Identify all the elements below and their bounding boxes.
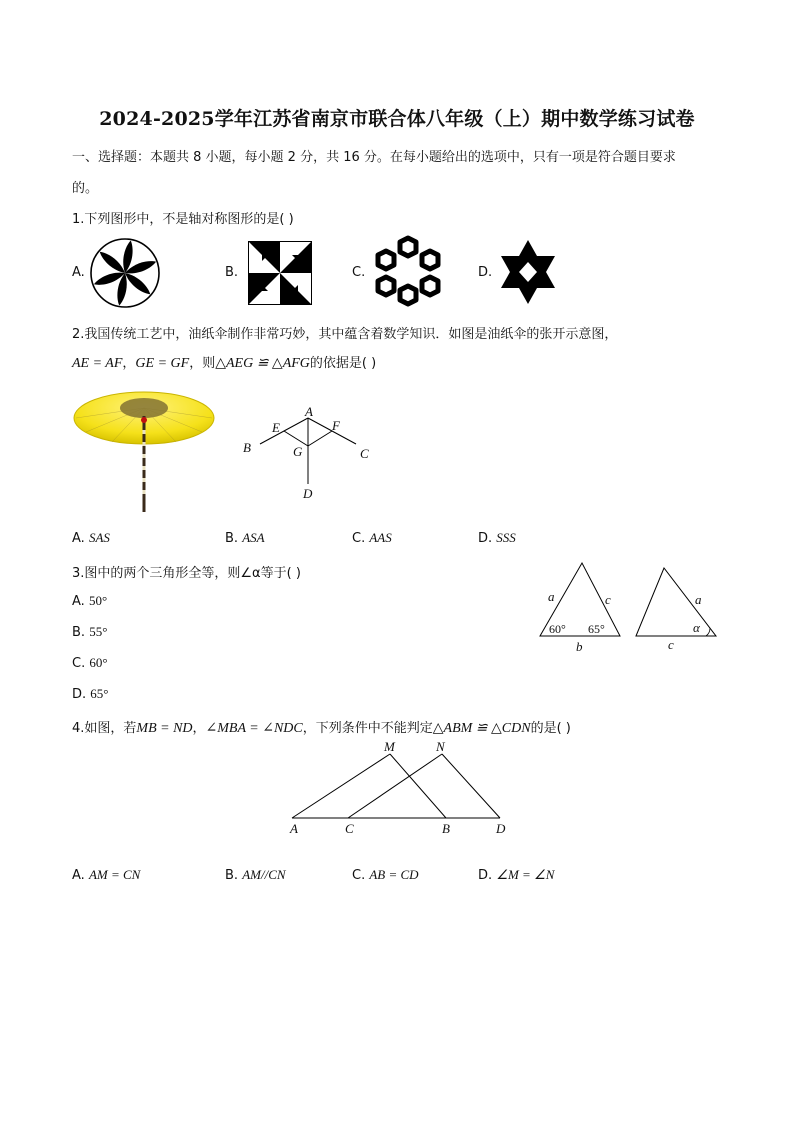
q4-option-d-letter: D. [478,868,493,883]
q4-cond-congruent: △ABM ≌ △CDN [432,721,531,736]
star-of-david-figure [497,238,559,306]
tri1-side-c: c [605,592,611,607]
q3-option-a-value: 50° [88,593,108,608]
q2-cond-end: 的依据是( ) [309,356,377,371]
page-title: 2024-2025学年江苏省南京市联合体八年级（上）期中数学练习试卷 [99,108,695,130]
tri2-side-c: c [668,637,674,652]
q4-option-d[interactable] [478,867,554,883]
q4-option-b-letter: B. [225,868,239,883]
q4-option-a[interactable] [72,867,140,883]
q4-option-c-letter: C. [352,868,366,883]
section-instructions-line1: 一、选择题：本题共 8 小题，每小题 2 分，共 16 分。在每小题给出的选项中，只有一项是符合题目要求 [72,150,676,165]
q3-option-b-value: 55° [89,624,108,639]
oil-paper-umbrella-image [72,386,218,514]
q4-label-c: C [345,821,354,836]
q2-option-a-value: SAS [88,530,110,545]
tri2-angle-alpha: α [693,620,700,635]
q2-cond-congruent: △AEG ≌ △AFG [215,356,310,371]
q2-label-a: A [305,404,313,419]
tri1-angle-60: 60° [549,622,566,636]
q2-option-c-letter: C. [352,531,366,546]
question-1-stem: 1.下列图形中，不是轴对称图形的是( ) [72,212,294,227]
tri1-angle-65: 65° [588,622,605,636]
question-2-stem: 2.我国传统工艺中，油纸伞制作非常巧妙，其中蕴含着数学知识．如图是油纸伞的张开示意图， [72,327,618,342]
q2-cond-mid: ，则 [189,356,216,371]
flower-circle-figure [88,236,162,310]
q4-cond-angles: ∠MBA = ∠NDC [205,721,303,736]
q4-label-b: B [442,821,450,836]
hexagon-ring-figure [368,234,448,306]
q2-label-f: F [332,418,340,433]
q2-cond-ae-af: AE = AF [72,356,123,371]
q4-option-b-value: AM//CN [242,867,286,882]
q2-option-b-letter: B. [225,531,239,546]
tri1-side-b: b [576,639,583,654]
q1-option-a-label[interactable]: A. [72,265,85,280]
q2-option-c[interactable] [352,530,392,546]
q2-cond-ge-gf: GE = GF [135,356,190,371]
q3-option-d-value: 65° [90,686,109,701]
q4-label-n: N [436,739,445,754]
q4-label-d: D [496,821,506,836]
q2-option-c-value: AAS [369,530,392,545]
section-instructions-line2: 的。 [72,181,99,196]
q2-option-d-value: SSS [496,530,516,545]
question-4-stem [72,717,571,737]
tri2-side-a: a [695,592,702,607]
q2-option-b[interactable] [225,530,265,546]
q2-sep: ， [122,356,136,371]
q3-option-a[interactable] [72,593,107,609]
q1-option-b-label[interactable]: B. [225,265,239,280]
triangle-2-diagram [634,566,720,640]
q4-option-b[interactable] [225,867,286,883]
q2-label-d: D [303,486,313,501]
question-3-stem: 3.图中的两个三角形全等，则∠α等于( ) [72,566,301,581]
q4-option-d-value: ∠M = ∠N [496,867,555,882]
q4-option-a-value: AM = CN [88,867,141,882]
q4-cond-mb-nd: MB = ND [136,721,193,736]
q4-label-m: M [384,739,395,754]
pinwheel-figure [248,241,312,305]
q2-option-d[interactable] [478,530,516,546]
q3-option-b[interactable] [72,624,107,640]
q2-option-a[interactable] [72,530,110,546]
q4-option-c-value: AB = CD [369,867,419,882]
tri1-side-a: a [548,589,555,604]
q3-option-d[interactable] [72,686,109,702]
q1-option-d-label[interactable]: D. [478,265,493,280]
q2-option-d-letter: D. [478,531,493,546]
q3-option-c-letter: C. [72,656,86,671]
q4-sep: ， [192,721,206,736]
q4-stem-mid: ，下列条件中不能判定 [302,721,433,736]
two-triangles-diagram [286,748,508,824]
q2-option-a-letter: A. [72,531,85,546]
q2-label-g: G [293,444,303,459]
q4-stem-pre: 4.如图，若 [72,721,137,736]
q2-label-c: C [360,446,369,461]
q2-option-b-value: ASA [242,530,265,545]
q4-stem-end: 的是( ) [530,721,571,736]
q4-label-a: A [290,821,298,836]
q3-option-b-letter: B. [72,625,86,640]
q1-option-c-label[interactable]: C. [352,265,366,280]
q4-option-a-letter: A. [72,868,85,883]
q2-label-b: B [243,440,251,455]
q3-option-d-letter: D. [72,687,87,702]
q3-option-a-letter: A. [72,594,85,609]
q3-option-c[interactable] [72,655,108,671]
q3-option-c-value: 60° [89,655,108,670]
question-2-condition [72,352,376,372]
q2-label-e: E [272,420,280,435]
q4-option-c[interactable] [352,867,419,883]
